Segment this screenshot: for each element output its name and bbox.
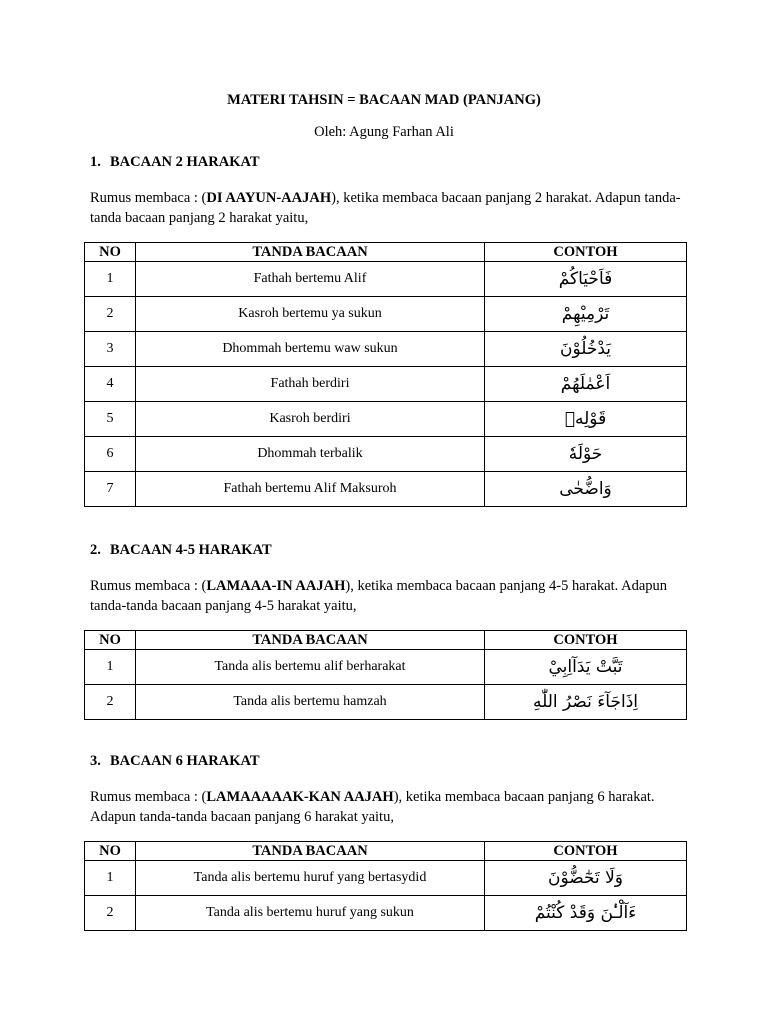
cell-contoh: تَرْمِيْهِمْ (485, 297, 687, 332)
table-header-row (85, 631, 687, 650)
header-tanda-bacaan: TANDA BACAAN (136, 842, 485, 861)
cell-contoh: فَاَحْيَاكُمْ (485, 262, 687, 297)
section-2-heading (90, 542, 272, 559)
section-2-number: 2. (90, 542, 101, 558)
cell-contoh: وَاضُّحٰى (485, 472, 687, 507)
section-2-rumus (90, 576, 690, 616)
cell-tanda: Dhommah terbalik (136, 437, 485, 472)
cell-no: 5 (85, 402, 136, 437)
cell-contoh: يَدْخُلُوْنَ (485, 332, 687, 367)
table-bacaan-2-harakat (84, 242, 687, 507)
header-tanda-bacaan: TANDA BACAAN (136, 631, 485, 650)
cell-no: 2 (85, 685, 136, 720)
rumus-suffix: ), ketika membaca bacaan panjang 2 harakat. Adapun tanda-tanda bacaan panjang 2 harakat yaitu, (90, 190, 681, 226)
cell-no: 6 (85, 437, 136, 472)
rumus-keyword: LAMAAA-IN AAJAH (206, 578, 346, 594)
table-row (85, 650, 687, 685)
cell-no: 1 (85, 650, 136, 685)
table-row (85, 332, 687, 367)
table-row (85, 402, 687, 437)
table-header-row (85, 243, 687, 262)
table-bacaan-4-5-harakat (84, 630, 687, 720)
header-contoh: CONTOH (485, 842, 687, 861)
cell-tanda: Fathah berdiri (136, 367, 485, 402)
cell-tanda: Fathah bertemu Alif Maksuroh (136, 472, 485, 507)
header-no: NO (85, 842, 136, 861)
section-3-number: 3. (90, 753, 101, 769)
section-1-title: BACAAN 2 HARAKAT (110, 154, 260, 170)
cell-tanda: Tanda alis bertemu huruf yang bertasydid (136, 861, 485, 896)
rumus-keyword: DI AAYUN-AAJAH (206, 190, 332, 206)
cell-tanda: Kasroh bertemu ya sukun (136, 297, 485, 332)
table-bacaan-6-harakat (84, 841, 687, 931)
document-title: MATERI TAHSIN = BACAAN MAD (PANJANG) (227, 92, 541, 108)
cell-contoh: وَلَا تَحٰٓضُّوْنَ (485, 861, 687, 896)
cell-contoh: اِذَاجَآءَ نَصْرُ اللّٰهِ (485, 685, 687, 720)
cell-tanda: Kasroh berdiri (136, 402, 485, 437)
document-author: Oleh: Agung Farhan Ali (314, 124, 454, 140)
rumus-suffix: ), ketika membaca bacaan panjang 4-5 harakat. Adapun tanda-tanda bacaan panjang 4-5 harakat yaitu, (90, 578, 668, 614)
cell-tanda: Fathah bertemu Alif (136, 262, 485, 297)
table-row (85, 861, 687, 896)
header-contoh: CONTOH (485, 631, 687, 650)
rumus-keyword: LAMAAAAAK-KAN AAJAH (206, 789, 394, 805)
table-row (85, 367, 687, 402)
cell-tanda: Tanda alis bertemu huruf yang sukun (136, 896, 485, 931)
table-row (85, 685, 687, 720)
rumus-prefix: Rumus membaca : ( (90, 789, 207, 805)
cell-no: 3 (85, 332, 136, 367)
cell-no: 7 (85, 472, 136, 507)
table-row (85, 262, 687, 297)
cell-no: 2 (85, 896, 136, 931)
cell-contoh: حَوْلَهٗ (485, 437, 687, 472)
cell-tanda: Tanda alis bertemu hamzah (136, 685, 485, 720)
section-3-title: BACAAN 6 HARAKAT (110, 753, 260, 769)
table-header-row (85, 842, 687, 861)
cell-no: 1 (85, 861, 136, 896)
header-no: NO (85, 243, 136, 262)
cell-contoh: اَعْمٰلَهُمْ (485, 367, 687, 402)
table-row (85, 297, 687, 332)
section-1-number: 1. (90, 154, 101, 170)
section-3-heading (90, 753, 260, 770)
table-row (85, 437, 687, 472)
cell-contoh: ءَآلْـٰٔنَ وَقَدْ كُنْتُمْ (485, 896, 687, 931)
header-tanda-bacaan: TANDA BACAAN (136, 243, 485, 262)
section-1-rumus (90, 188, 690, 228)
rumus-suffix: ), ketika membaca bacaan panjang 6 harakat. Adapun tanda-tanda bacaan panjang 6 harakat yaitu, (90, 789, 655, 825)
cell-no: 2 (85, 297, 136, 332)
section-3-rumus (90, 787, 690, 827)
rumus-prefix: Rumus membaca : ( (90, 190, 207, 206)
cell-no: 1 (85, 262, 136, 297)
cell-tanda: Tanda alis bertemu alif berharakat (136, 650, 485, 685)
header-contoh: CONTOH (485, 243, 687, 262)
cell-tanda: Dhommah bertemu waw sukun (136, 332, 485, 367)
table-row (85, 472, 687, 507)
rumus-prefix: Rumus membaca : ( (90, 578, 207, 594)
cell-contoh: قَوْلِهٖ (485, 402, 687, 437)
table-row (85, 896, 687, 931)
cell-no: 4 (85, 367, 136, 402)
cell-contoh: تَبَّتْ يَدَآاِبِيْ (485, 650, 687, 685)
section-2-title: BACAAN 4-5 HARAKAT (110, 542, 272, 558)
header-no: NO (85, 631, 136, 650)
section-1-heading (90, 154, 260, 171)
